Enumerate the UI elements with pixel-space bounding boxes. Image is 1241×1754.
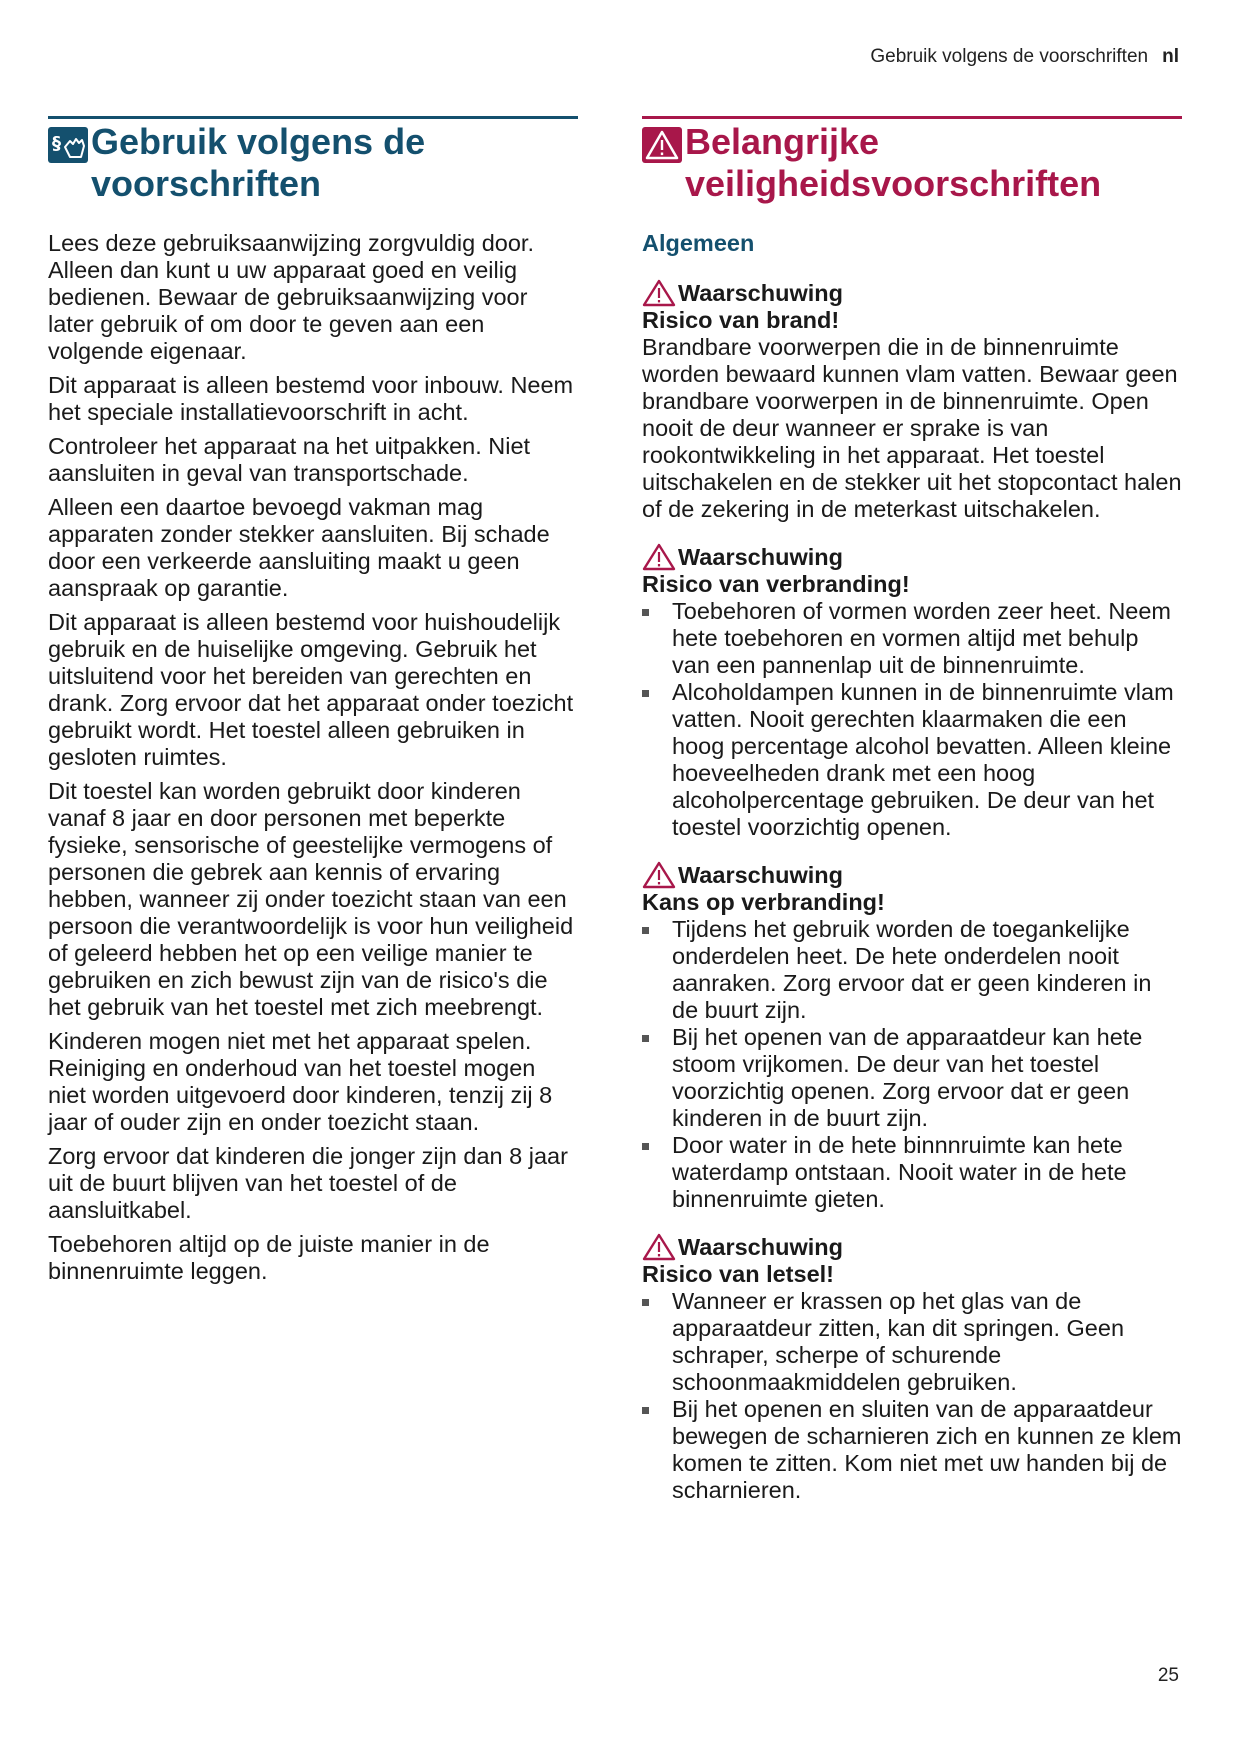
warning-block	[642, 543, 1182, 841]
list-item	[642, 1024, 1182, 1132]
bullet-square-icon	[642, 1299, 649, 1306]
paragraph: Dit toestel kan worden gebruikt door kinderen vanaf 8 jaar en door personen met beperkte fysieke, sensorische of geestelijke vermogens of personen die gebrek aan kennis of ervaring hebben, wanneer zij onder toezicht staan van een persoon die verantwoordelijk is voor hun veiligheid of geleerd hebben het op een veilige manier te gebruiken en zich bewust zijn van de risico's die het gebruik van het toestel met zich meebrengt.	[48, 778, 574, 1020]
paragraph: Dit apparaat is alleen bestemd voor huishoudelijk gebruik en de huiselijke omgeving. Gebruik het uitsluitend voor het bereiden van gerechten en drank. Zorg ervoor dat het apparaat onder toezicht gebruikt wordt. Het toestel alleen gebruiken in gesloten ruimtes.	[48, 609, 574, 770]
paragraph: Kinderen mogen niet met het apparaat spelen. Reiniging en onderhoud van het toestel mogen niet worden uitgevoerd door kinderen, tenzij zij 8 jaar of ouder zijn en onder toezicht staan.	[48, 1028, 553, 1135]
paragraph: Toebehoren altijd op de juiste manier in de binnenruimte leggen.	[48, 1231, 490, 1284]
bullet-list	[642, 598, 1182, 841]
list-item	[642, 1288, 1182, 1396]
bullet-square-icon	[642, 1407, 649, 1414]
warning-label-text: Waarschuwing	[678, 1233, 843, 1260]
list-item-text: Bij het openen en sluiten van de apparaatdeur bewegen de scharnieren zich en kunnen ze klem komen te zitten. Kom niet met uw handen bij de scharnieren.	[672, 1396, 1182, 1503]
list-item	[642, 679, 1182, 841]
safety-section	[642, 116, 1182, 1524]
bullet-list	[642, 916, 1182, 1213]
bullet-square-icon	[642, 1143, 649, 1150]
warning-block	[642, 861, 1182, 1213]
bullet-square-icon	[642, 690, 649, 697]
section-hand-icon	[48, 127, 88, 172]
warning-label-text: Waarschuwing	[678, 279, 843, 306]
section-heading	[48, 121, 578, 205]
warning-label-text: Waarschuwing	[678, 861, 843, 888]
warning-label-text: Waarschuwing	[678, 543, 843, 570]
bullet-square-icon	[642, 1035, 649, 1042]
paragraph: Controleer het apparaat na het uitpakken. Niet aansluiten in geval van transportschade.	[48, 433, 531, 486]
list-item-text: Alcoholdampen kunnen in de binnenruimte vlam vatten. Nooit gerechten klaarmaken die een hoog percentage alcohol bevatten. Alleen kleine hoeveelheden drank met een hoog alcoholpercentage gebruiken. De deur van het toestel voorzichtig openen.	[672, 679, 1174, 840]
warning-label	[642, 1233, 1182, 1261]
paragraph: Alleen een daartoe bevoegd vakman mag apparaten zonder stekker aansluiten. Bij schade door een verkeerde aansluiting maakt u geen aanspraak op garantie.	[48, 494, 550, 601]
list-item-text: Door water in de hete binnnruimte kan hete waterdamp ontstaan. Nooit water in de hete binnenruimte gieten.	[672, 1132, 1127, 1212]
running-header	[870, 46, 1179, 68]
bullet-square-icon	[642, 927, 649, 934]
section-heading	[642, 121, 1182, 205]
list-item-text: Tijdens het gebruik worden de toegankelijke onderdelen heet. De hete onderdelen nooit aanraken. Zorg ervoor dat er geen kinderen in de buurt zijn.	[672, 916, 1152, 1023]
heading-line-2: voorschriften	[91, 163, 322, 204]
bullet-list	[642, 1288, 1182, 1504]
paragraph: Lees deze gebruiksaanwijzing zorgvuldig door. Alleen dan kunt u uw apparaat goed en veilig bedienen. Bewaar de gebruiksaanwijzing voor later gebruik of om door te geven aan een volgende eigenaar.	[48, 230, 534, 364]
list-item-text: Toebehoren of vormen worden zeer heet. Neem hete toebehoren en vormen altijd met behulp van een pannenlap uit de binnenruimte.	[672, 598, 1172, 678]
warning-triangle-icon	[642, 127, 682, 172]
paragraph: Zorg ervoor dat kinderen die jonger zijn dan 8 jaar uit de buurt blijven van het toestel of de aansluitkabel.	[48, 1143, 568, 1223]
warning-title: Risico van letsel!	[642, 1261, 834, 1287]
list-item	[642, 1132, 1182, 1213]
language-code: nl	[1162, 46, 1179, 67]
list-item-text: Wanneer er krassen op het glas van de apparaatdeur zitten, kan dit springen. Geen schraper, scherpe of schurende schoonmaakmiddelen gebruiken.	[672, 1288, 1125, 1395]
warning-icon	[642, 1233, 676, 1261]
warning-title: Risico van brand!	[642, 307, 840, 333]
page-number: 25	[1157, 1665, 1179, 1686]
warning-icon	[642, 861, 676, 889]
warning-icon	[642, 279, 676, 307]
warning-label	[642, 861, 1182, 889]
list-item	[642, 1396, 1182, 1504]
bullet-square-icon	[642, 609, 649, 616]
heading-line-1: Gebruik volgens de	[91, 121, 426, 162]
section-rule	[642, 116, 1182, 119]
warning-icon	[642, 543, 676, 571]
warning-label	[642, 279, 1182, 307]
warning-title: Risico van verbranding!	[642, 571, 910, 597]
intended-use-section	[48, 116, 578, 1292]
list-item-text: Bij het openen van de apparaatdeur kan hete stoom vrijkomen. De deur van het toestel voorzichtig openen. Zorg ervoor dat er geen kinderen in de buurt zijn.	[672, 1024, 1143, 1131]
heading-line-2: veiligheidsvoorschriften	[685, 163, 1102, 204]
warning-text: Brandbare voorwerpen die in de binnenruimte worden bewaard kunnen vlam vatten. Bewaar geen brandbare voorwerpen in de binnenruimte. Open nooit de deur wanneer er sprake is van rookontwikkeling in het apparaat. Het toestel uitschakelen en de stekker uit het stopcontact halen of de zekering in de meterkast uitschakelen.	[642, 334, 1182, 522]
svg-text:§: §	[52, 133, 61, 154]
section-rule	[48, 116, 578, 119]
paragraph-list	[48, 230, 578, 1285]
heading-line-1: Belangrijke	[685, 121, 880, 162]
warning-block	[642, 279, 1182, 523]
list-item	[642, 916, 1182, 1024]
list-item	[642, 598, 1182, 679]
warning-title: Kans op verbranding!	[642, 889, 885, 915]
paragraph: Dit apparaat is alleen bestemd voor inbouw. Neem het speciale installatievoorschrift in acht.	[48, 372, 574, 425]
subsection-title: Algemeen	[642, 230, 755, 256]
warning-block	[642, 1233, 1182, 1504]
header-title: Gebruik volgens de voorschriften	[870, 46, 1149, 67]
warning-label	[642, 543, 1182, 571]
